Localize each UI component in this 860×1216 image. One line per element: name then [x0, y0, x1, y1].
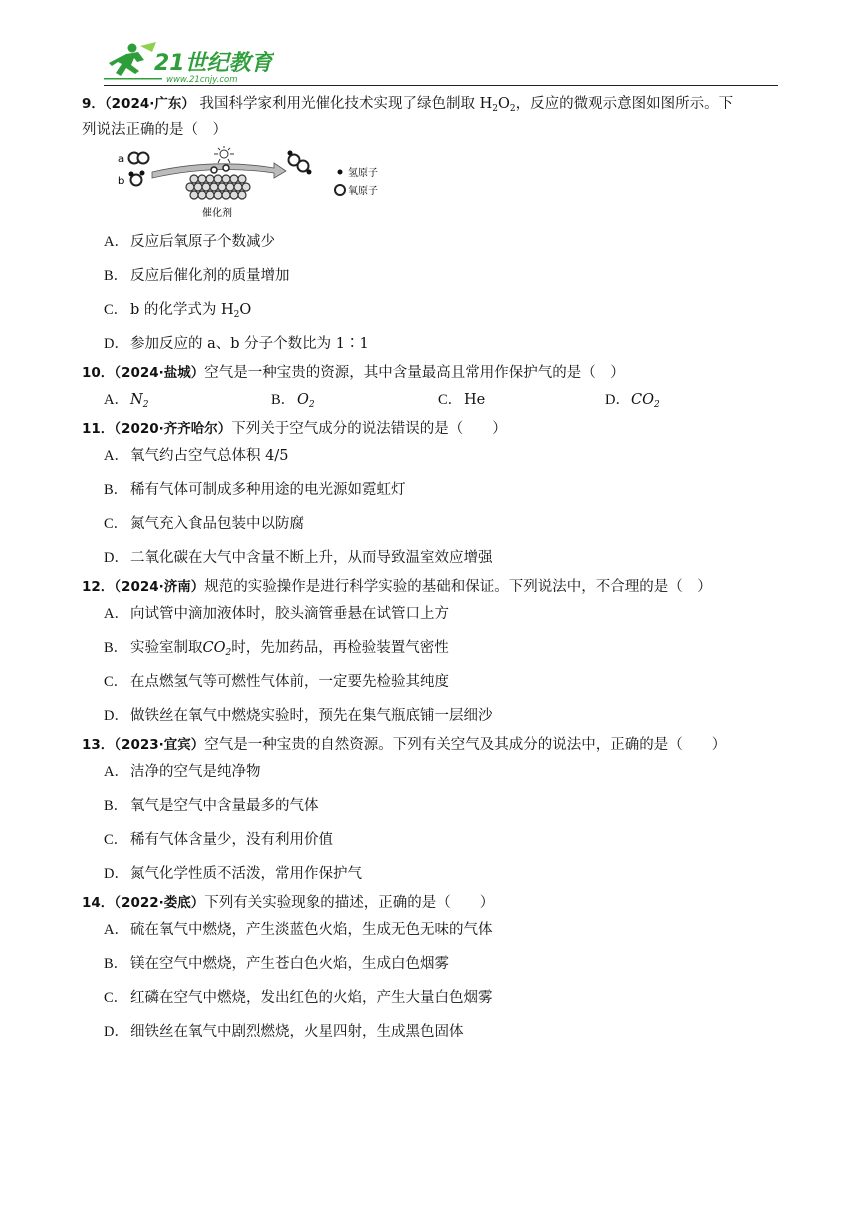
option-c: C． 红磷在空气中燃烧，发出红色的火焰，产生大量白色烟雾 [104, 990, 493, 1006]
option-c: C． 在点燃氢气等可燃性气体前，一定要先检验其纯度 [104, 674, 449, 690]
question-stem: 10．（2024·盐城）空气是一种宝贵的资源，其中含量最高且常用作保护气的是（ ） [82, 365, 625, 381]
question-stem: 9．（2024·广东） 我国科学家利用光催化技术实现了绿色制取 $H_2O_2$，反应的微观示意图如图所示。下 [82, 96, 734, 114]
option-a: A．硫在氧气中燃烧，产生淡蓝色火焰，生成无色无味的气体 [104, 922, 493, 938]
reaction-diagram [114, 146, 414, 221]
micro-reaction-figure [114, 146, 414, 221]
question-source: （2023·宜宾） [114, 737, 205, 753]
option-d: D．细铁丝在氧气中剧烈燃烧，火星四射，生成黑色固体 [104, 1024, 464, 1040]
question-list [82, 92, 782, 1049]
svg-text:催化剂: 催化剂 [202, 208, 232, 219]
molecule-b [129, 171, 145, 186]
question-number: 13． [82, 737, 115, 753]
question-number: 14． [82, 895, 115, 911]
option-a: A．$N_2$ [104, 392, 149, 410]
catalyst-layer [186, 175, 250, 199]
svg-text:www.21cnjy.com: www.21cnjy.com [166, 75, 238, 84]
molecule-a [129, 153, 149, 164]
question-14 [82, 893, 782, 1049]
option-a: A．反应后氧原子个数减少 [104, 234, 275, 250]
question-stem: 14．（2022·娄底）下列有关实验现象的描述，正确的是（ ） [82, 895, 495, 911]
runner-icon [109, 42, 156, 76]
question-stem: 11．（2020·齐齐哈尔）下列关于空气成分的说法错误的是（ ） [82, 421, 507, 437]
option-c: C． 稀有气体含量少，没有利用价值 [104, 832, 333, 848]
svg-text:21世纪教育: 21世纪教育 [154, 51, 273, 76]
option-c: C． b 的化学式为 $H_2O$ [104, 302, 252, 320]
option-d: D．做铁丝在氧气中燃烧实验时，预先在集气瓶底铺一层细沙 [104, 708, 493, 724]
question-source: （2024·广东） [104, 96, 195, 112]
option-d: D．氮气化学性质不活泼，常用作保护气 [104, 866, 362, 882]
option-d: D．二氧化碳在大气中含量不断上升，从而导致温室效应增强 [104, 550, 493, 566]
option-b: B． 稀有气体可制成多种用途的电光源如霓虹灯 [104, 482, 406, 498]
svg-text:a: a [118, 154, 125, 165]
question-source: （2024·济南） [114, 579, 205, 595]
logo [104, 40, 274, 84]
option-b: B． 实验室制取$CO_2$时，先加药品，再检验装置气密性 [104, 640, 449, 658]
legend-h-marker [338, 170, 343, 175]
question-11 [82, 419, 782, 575]
sun-icon [214, 146, 234, 163]
question-10 [82, 363, 782, 417]
option-a: A．向试管中滴加液体时，胶头滴管垂悬在试管口上方 [104, 606, 449, 622]
option-b: B． $O_2$ [271, 392, 315, 410]
legend-o-marker [335, 185, 345, 195]
option-c: C． 氮气充入食品包装中以防腐 [104, 516, 304, 532]
question-source: （2022·娄底） [114, 895, 205, 911]
option-d: D．参加反应的 a、b 分子个数比为 1∶1 [104, 336, 369, 352]
product-molecule [288, 151, 312, 175]
question-source: （2024·盐城） [114, 365, 205, 381]
question-number: 10． [82, 365, 115, 381]
svg-text:氧原子: 氧原子 [348, 186, 378, 197]
question-12 [82, 577, 782, 733]
question-number: 11． [82, 421, 115, 437]
option-row [104, 383, 782, 417]
option-c: C． He [438, 392, 486, 408]
svg-text:b: b [118, 176, 125, 187]
question-number: 12． [82, 579, 115, 595]
question-stem: 12．（2024·济南）规范的实验操作是进行科学实验的基础和保证。下列说法中，不合理的是（ ） [82, 579, 712, 595]
svg-text:氢原子: 氢原子 [348, 168, 378, 179]
option-b: B． 氧气是空气中含量最多的气体 [104, 798, 319, 814]
question-stem-line2: 列说法正确的是（ ） [82, 122, 227, 138]
question-13 [82, 735, 782, 891]
question-source: （2020·齐齐哈尔） [114, 421, 232, 437]
header-rule [104, 85, 778, 86]
option-d: D．$CO_2$ [605, 392, 660, 410]
question-stem: 13．（2023·宜宾）空气是一种宝贵的自然资源。下列有关空气及其成分的说法中，正确的是（ ） [82, 737, 727, 753]
option-a: A．氧气约占空气总体积 4/5 [104, 448, 289, 464]
option-b: B． 反应后催化剂的质量增加 [104, 268, 290, 284]
option-a: A．洁净的空气是纯净物 [104, 764, 261, 780]
page-header [104, 40, 778, 86]
option-b: B． 镁在空气中燃烧，产生苍白色火焰，生成白色烟雾 [104, 956, 449, 972]
question-9 [82, 94, 782, 361]
question-number: 9． [82, 96, 105, 112]
